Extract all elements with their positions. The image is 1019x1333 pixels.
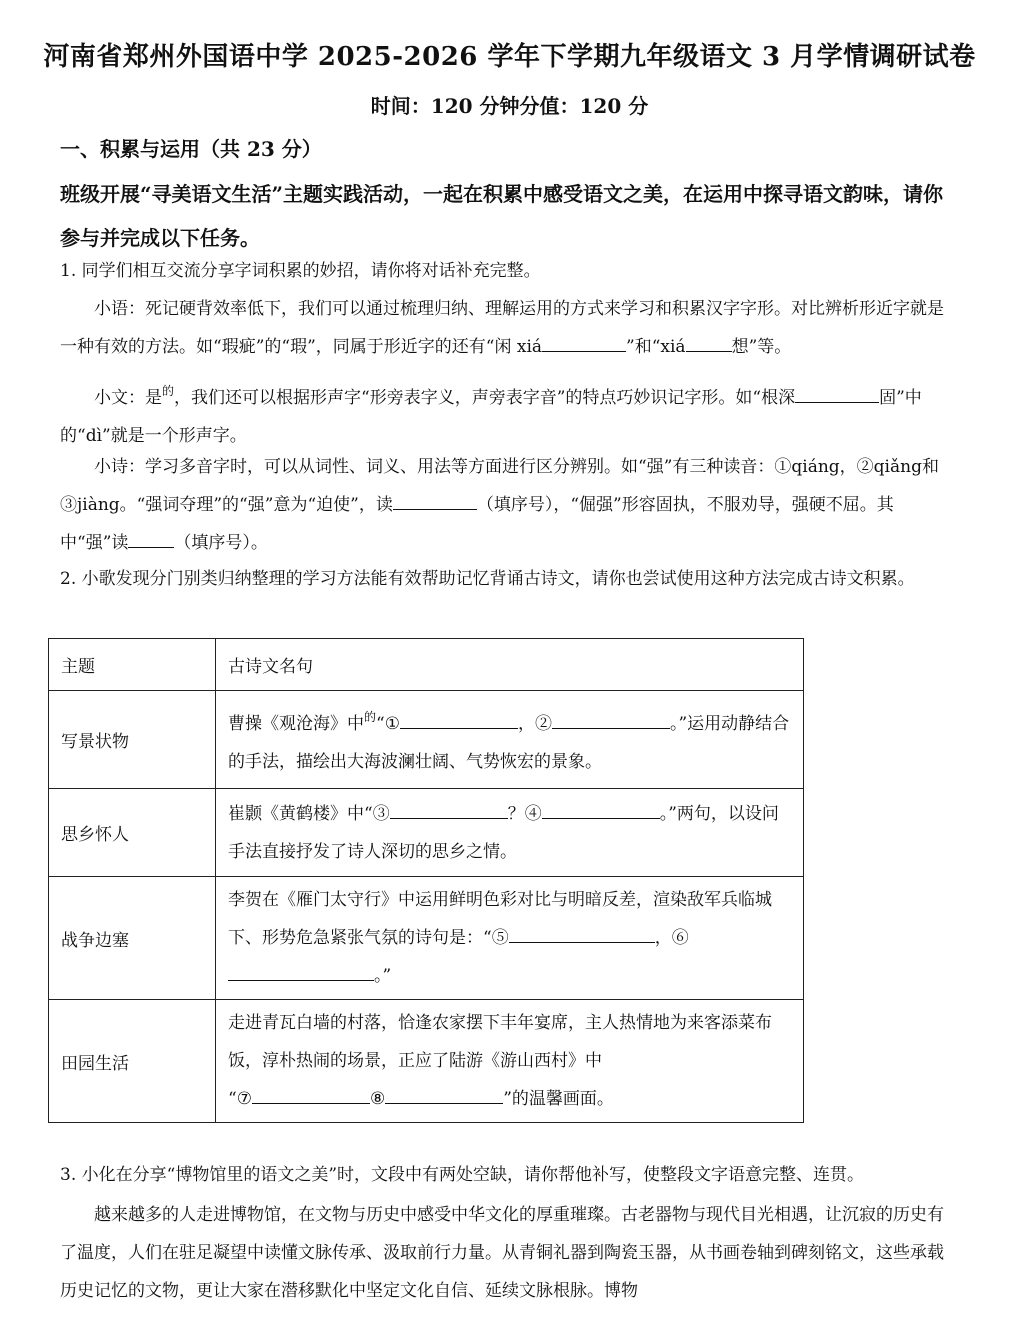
answer-blank-2[interactable] — [552, 710, 670, 729]
xiaowen-superscript: 的 — [162, 384, 175, 398]
section-heading: 一、积累与运用（共 23 分） — [60, 137, 322, 161]
row2-text-c: 。”两句，以设问手法直接抒发了诗人深切的思乡之情。 — [228, 803, 779, 862]
table-theme-cell: 写景状物 — [49, 691, 216, 789]
answer-blank-xia-1[interactable] — [542, 333, 626, 352]
row4-text-d: ”的温馨画面。 — [503, 1089, 614, 1109]
table-theme-cell: 田园生活 — [49, 1000, 216, 1123]
row1-superscript: 的 — [364, 710, 377, 724]
answer-blank-xia-2[interactable] — [686, 333, 732, 352]
row1-text-a: 曹操《观沧海》中 — [228, 714, 364, 734]
question-1-xiaoyu — [60, 290, 950, 366]
exam-time-score: 时间：120 分钟分值：120 分 — [370, 94, 649, 118]
xiaoyu-text-c: 想”等。 — [731, 337, 792, 357]
row4-text-b: “⑦ — [228, 1089, 252, 1109]
xiaoyu-text-a: 小语：死记硬背效率低下，我们可以通过梳理归纳、理解运用的方式来学习和积累汉字字形。对比辨析形近字就是一种有效的方法。如“瑕疵”的“瑕”，同属于形近字的还有“闲 xiá — [60, 299, 944, 357]
answer-blank-qiang-1[interactable] — [393, 491, 477, 510]
table-row — [49, 691, 804, 789]
page-title: 河南省郑州外国语中学 2025-2026 学年下学期九年级语文 3 月学情调研试卷 — [43, 42, 976, 72]
xiaoshi-text-a: 小诗：学习多音字时，可以从词性、词义、用法等方面进行区分辨别。如“强”有三种读音：①qiáng，②qiǎng和③jiàng。“强词夺理”的“强”意为“迫使”，读 — [60, 457, 939, 515]
xiaoyu-text-b: ”和“xiá — [626, 337, 686, 357]
table-theme-cell: 战争边塞 — [49, 877, 216, 1000]
row3-text-b: ，⑥ — [654, 928, 689, 948]
question-3-passage: 越来越多的人走进博物馆，在文物与历史中感受中华文化的厚重璀璨。古老器物与现代目光相遇，让沉寂的历史有了温度，人们在驻足凝望中读懂文脉传承、汲取前行力量。从青铜礼器到陶瓷玉器，从书画卷轴到碑刻铭文，这些承载历史记忆的文物，更让大家在潜移默化中坚定文化自信、延续文脉根脉。博物 — [60, 1205, 944, 1301]
poetry-table — [48, 638, 804, 1123]
question-1-stem: 1. 同学们相互交流分享字词积累的妙招，请你将对话补充完整。 — [60, 261, 541, 281]
answer-blank-8[interactable] — [385, 1085, 503, 1104]
row1-text-b: “① — [376, 714, 400, 734]
xiaoshi-text-c: （填序号）。 — [174, 533, 268, 553]
table-header-theme: 主题 — [49, 639, 216, 691]
question-2-stem: 2. 小歌发现分门别类归纳整理的学习方法能有效帮助记忆背诵古诗文，请你也尝试使用这种方法完成古诗文积累。 — [60, 569, 915, 589]
xiaoshi-text-b: （填序号），“倔强”形容固执，不服劝导，强硬不屈。其中“强”读 — [60, 495, 894, 553]
table-content-cell — [216, 789, 804, 877]
row4-text-a: 走进青瓦白墙的村落，恰逢农家摆下丰年宴席，主人热情地为来客添菜布饭，淳朴热闹的场景，正应了陆游《游山西村》中 — [228, 1013, 772, 1071]
row2-text-b: ？④ — [507, 803, 542, 824]
question-1-xiaowen — [60, 372, 950, 455]
question-1-xiaoshi — [60, 448, 950, 562]
question-3-stem: 3. 小化在分享“博物馆里的语文之美”时，文段中有两处空缺，请你帮他补写，使整段文字语意完整、连贯。 — [60, 1165, 865, 1185]
row4-text-c: ⑧ — [369, 1089, 386, 1109]
answer-blank-3[interactable] — [390, 800, 508, 819]
table-theme-cell: 思乡怀人 — [49, 789, 216, 877]
answer-blank-5[interactable] — [509, 924, 655, 943]
answer-blank-6[interactable] — [228, 962, 374, 981]
table-content-cell — [216, 1000, 804, 1123]
table-row — [49, 789, 804, 877]
xiaowen-text-c: 固”中的“dì”就是一个形声字。 — [60, 388, 922, 446]
table-row — [49, 1000, 804, 1123]
row1-text-c: ，② — [517, 714, 552, 734]
row2-text-a: 崔颢《黄鹤楼》中“③ — [228, 803, 390, 824]
answer-blank-1[interactable] — [400, 710, 518, 729]
table-content-cell — [216, 691, 804, 789]
xiaowen-text-a: 小文：是 — [94, 388, 162, 408]
section-intro: 班级开展“寻美语文生活”主题实践活动，一起在积累中感受语文之美，在运用中探寻语文韵味，请你参与并完成以下任务。 — [60, 182, 944, 250]
row3-text-c: 。” — [374, 966, 392, 986]
answer-blank-qiang-2[interactable] — [128, 529, 174, 548]
table-header-row — [49, 639, 804, 691]
table-content-cell — [216, 877, 804, 1000]
answer-blank-4[interactable] — [542, 800, 660, 819]
answer-blank-di[interactable] — [795, 384, 879, 403]
answer-blank-7[interactable] — [252, 1085, 370, 1104]
row1-text-d: 。”运用动静结合的手法，描绘出大海波澜壮阔、气势恢宏的景象。 — [228, 714, 790, 772]
table-header-quotes: 古诗文名句 — [216, 639, 804, 691]
xiaowen-text-b: ，我们还可以根据形声字“形旁表字义，声旁表字音”的特点巧妙识记字形。如“根深 — [174, 388, 796, 408]
table-row — [49, 877, 804, 1000]
row3-text-a: 李贺在《雁门太守行》中运用鲜明色彩对比与明暗反差，渲染敌军兵临城下、形势危急紧张气氛的诗句是：“⑤ — [228, 890, 772, 948]
